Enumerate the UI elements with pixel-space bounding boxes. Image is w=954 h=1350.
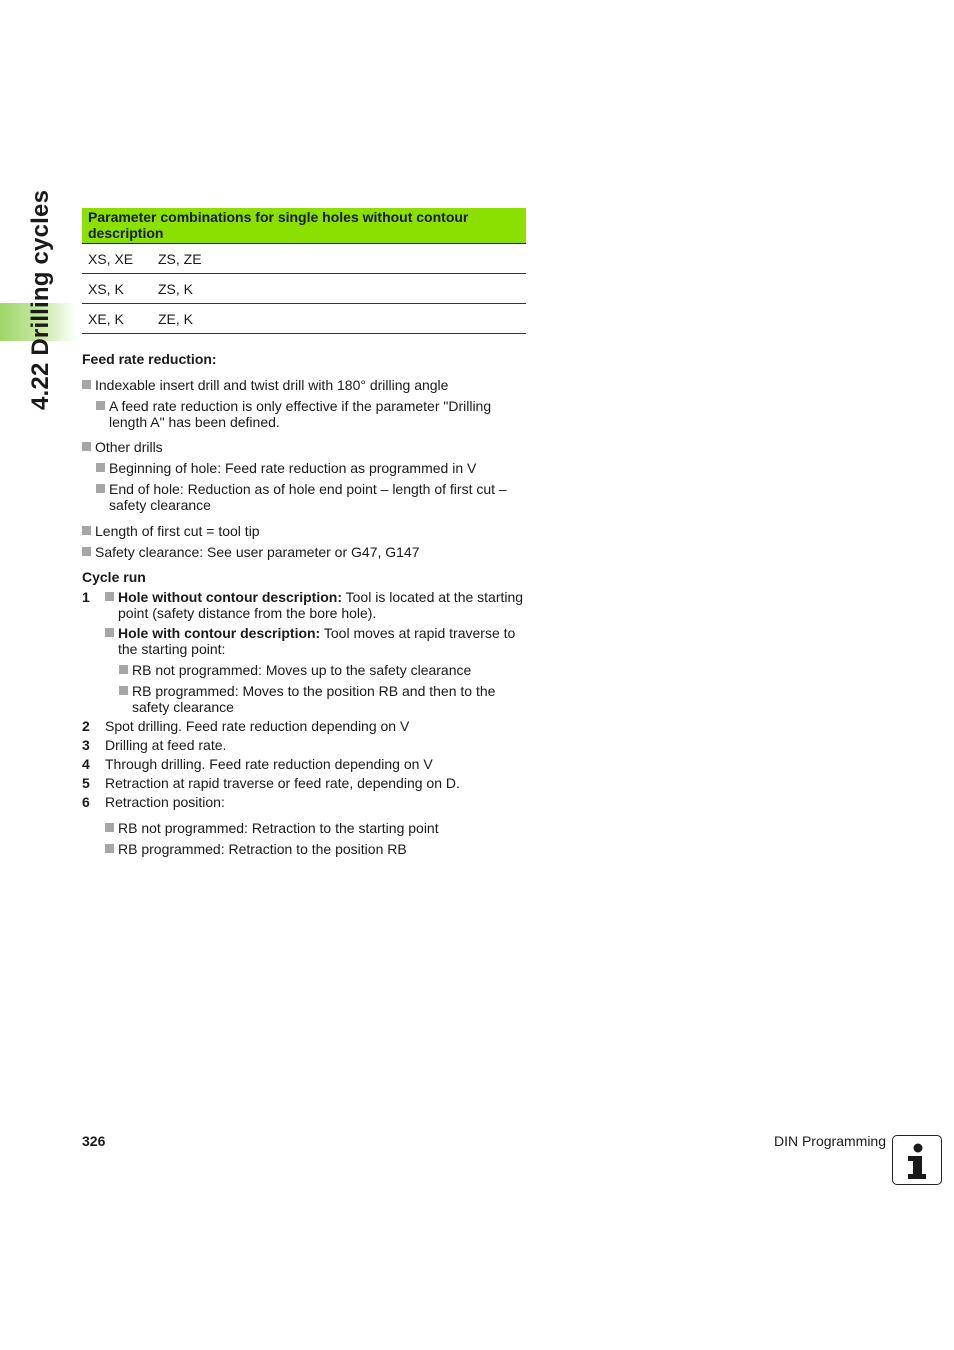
table-cell: XS, XE: [82, 244, 152, 274]
list-item: Indexable insert drill and twist drill with 180° drilling angle: [82, 377, 527, 393]
bullet-square-icon: [82, 442, 91, 451]
list-item: 2 Spot drilling. Feed rate reduction depending on V: [82, 718, 410, 734]
list-item: Hole with contour description: Tool moves at rapid traverse to the starting point:: [105, 625, 527, 657]
table-cell: XE, K: [82, 304, 152, 334]
chapter-name: DIN Programming: [773, 1133, 886, 1149]
bullet-square-icon: [105, 844, 114, 853]
main-content: [82, 208, 527, 857]
section-title: 4.22 Drilling cycles: [27, 189, 54, 410]
bullet-square-icon: [96, 463, 105, 472]
list-item: 5 Retraction at rapid traverse or feed rate, depending on D.: [82, 775, 460, 791]
list-item: Beginning of hole: Feed rate reduction as programmed in V: [96, 460, 527, 476]
bullet-square-icon: [82, 547, 91, 556]
list-item: RB programmed: Retraction to the position RB: [105, 841, 527, 857]
bullet-square-icon: [105, 592, 114, 601]
bullet-square-icon: [105, 628, 114, 637]
bullet-square-icon: [82, 526, 91, 535]
table-cell: ZE, K: [152, 304, 526, 334]
table-cell: ZS, ZE: [152, 244, 526, 274]
list-item: RB not programmed: Retraction to the starting point: [105, 820, 527, 836]
list-item: RB programmed: Moves to the position RB and then to the safety clearance: [119, 683, 527, 715]
list-item: 3 Drilling at feed rate.: [82, 737, 227, 753]
cycle-run-heading: Cycle run: [82, 569, 146, 585]
list-item: 4 Through drilling. Feed rate reduction depending on V: [82, 756, 433, 772]
bullet-square-icon: [105, 823, 114, 832]
list-item: A feed rate reduction is only effective if the parameter "Drilling length A" has been defined.: [96, 398, 527, 430]
table-row: [82, 244, 526, 274]
table-cell: XS, K: [82, 274, 152, 304]
parameter-table: [82, 208, 526, 334]
bullet-square-icon: [96, 401, 105, 410]
bullet-square-icon: [119, 686, 128, 695]
list-item: Other drills: [82, 439, 527, 455]
list-item: 1 Hole without contour description: Tool is located at the starting point (safety distance from the bore hole). Hole with contour description: Tool moves at rapid traverse to the starting point: RB not programmed: Moves up to the safety clearance RB programmed: Moves to the position RB and then to the safety clearance: [82, 589, 527, 715]
list-item: End of hole: Reduction as of hole end point – length of first cut – safety clearance: [96, 481, 527, 513]
info-icon: [892, 1135, 942, 1185]
list-item: RB not programmed: Moves up to the safety clearance: [119, 662, 527, 678]
table-row: [82, 274, 526, 304]
feed-rate-heading: Feed rate reduction:: [82, 351, 217, 367]
page-number: 326: [82, 1133, 106, 1149]
bullet-square-icon: [119, 665, 128, 674]
bullet-square-icon: [82, 380, 91, 389]
table-row: [82, 304, 526, 334]
list-item: Safety clearance: See user parameter or G47, G147: [82, 544, 527, 560]
list-item: Length of first cut = tool tip: [82, 523, 527, 539]
table-cell: ZS, K: [152, 274, 526, 304]
table-header: Parameter combinations for single holes without contour description: [82, 208, 526, 244]
bullet-square-icon: [96, 484, 105, 493]
list-item: Hole without contour description: Tool is located at the starting point (safety distance from the bore hole).: [105, 589, 527, 621]
list-item: 6 Retraction position: RB not programmed: Retraction to the starting point RB programmed: Retraction to the position RB: [82, 794, 527, 857]
